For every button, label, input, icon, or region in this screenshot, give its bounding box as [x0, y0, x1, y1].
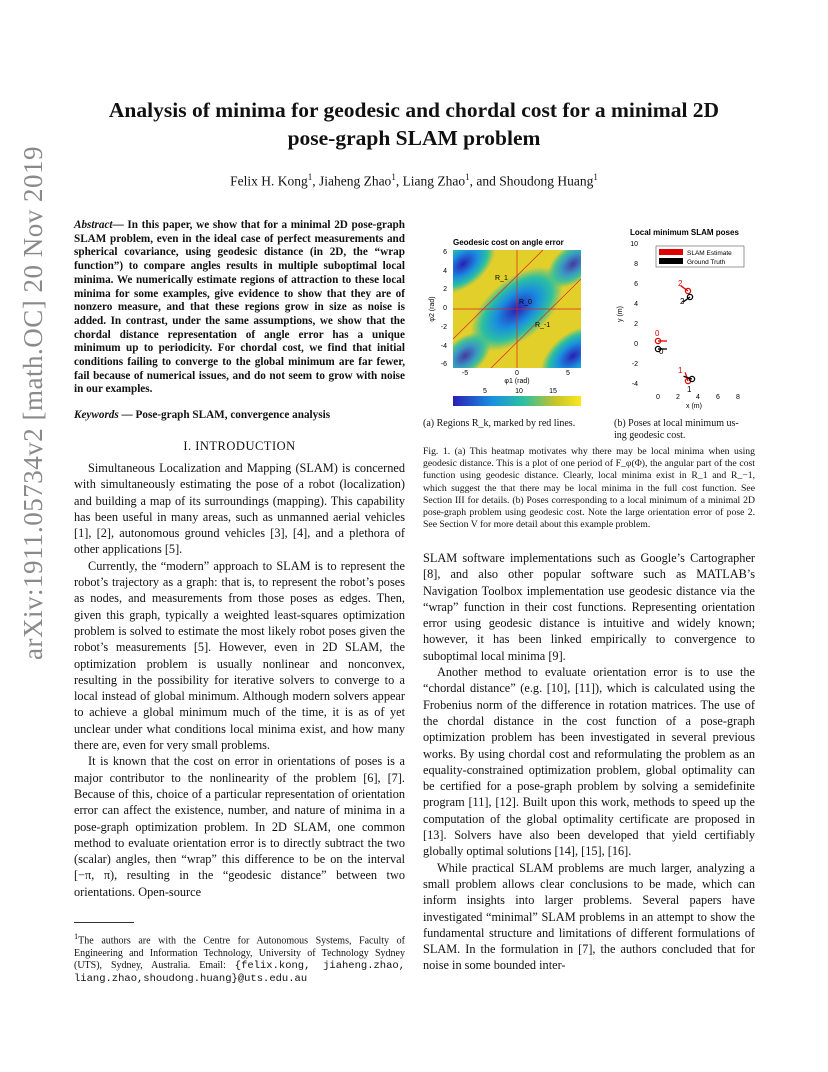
poses-x-ticks: [656, 394, 740, 401]
y-tick-label: -4: [631, 381, 638, 388]
paragraph: Simultaneous Localization and Mapping (SLAM) is concerned with simultaneously estimating the pose of a robot (localization) and building a map of its surroundings (mapping). This capability has been useful in many areas, such as unmanned aerial vehicles [1], [2], autonomous ground vehicles [3], [4], and a plethora of other applications [5].: [74, 461, 405, 557]
paper-title: [80, 96, 748, 152]
y-tick-label: 4: [443, 268, 447, 275]
poses-y-ticks: [630, 241, 638, 388]
poses-title: Local minimum SLAM poses: [630, 228, 739, 237]
legend-swatch-truth: [659, 258, 683, 264]
subcaption-a: (a) Regions R_k, marked by red lines.: [423, 418, 576, 429]
pose-label-estimate: 0: [655, 329, 660, 338]
keywords-text: — Pose-graph SLAM, convergence analysis: [118, 409, 331, 421]
y-tick-label: 2: [443, 286, 447, 293]
pose-label-truth: 0: [659, 347, 664, 356]
y-tick-label: -2: [631, 361, 638, 368]
y-tick-label: 4: [634, 301, 638, 308]
colorbar-tick-label: 15: [549, 388, 557, 395]
legend: [656, 246, 744, 267]
right-column-body: [423, 550, 755, 974]
paragraph: SLAM software implementations such as Google’s Cartographer [8], and also other popular software such as MATLAB’s Navigation Toolbox implementation use geodesic distance via the “wrap” function in their cost functions. Representing orientation error using geodesic distance is intuitive and widely known; however, it has been linked empirically to convergence to suboptimal local minima [9].: [423, 551, 755, 663]
colorbar: [453, 396, 581, 406]
footnote-email: liang.zhao,shoudong.huang}@uts.edu.au: [74, 972, 308, 985]
abstract: [74, 219, 405, 397]
title-line-1: Analysis of minima for geodesic and chordal cost for a minimal 2D: [108, 98, 720, 122]
colorbar-ticks: [483, 388, 557, 395]
arxiv-id: arXiv:1911.05734v2 [math.OC] 20 Nov 2019: [18, 146, 48, 660]
heatmap-title: Geodesic cost on angle error: [453, 238, 564, 247]
legend-swatch-estimate: [659, 249, 683, 255]
y-tick-label: 8: [634, 261, 638, 268]
author-2: Jiaheng Zhao: [318, 173, 392, 189]
x-tick-label: 0: [656, 394, 660, 401]
paragraph: Another method to evaluate orientation error is to use the “chordal distance” (e.g. [10], [11]), which is calculated using the Frobenius norm of the difference in rotation matrices. The use of the chordal distance in the cost function of a pose-graph optimization problem has been investigated in several previous works. By using chordal cost and reformulating the problem as an equality-constrained optimization problem, global optimality can be certified for a pose-graph problem by solving a semidefinite program [11], [12]. Built upon this work, methods to speed up the computation of the global optimality certificate are proposed in [13]. Solvers have also been developed that yield certifiably globally optimal solutions [14], [15], [16].: [423, 665, 755, 859]
author-1: Felix H. Kong: [230, 173, 308, 189]
y-tick-label: 10: [630, 241, 638, 248]
author-list: Felix H. Kong$^1$, Jiaheng Zhao$^1$, Liang Zhao$^1$, and Shoudong Huang$^1$: [230, 172, 598, 189]
x-tick-label: -5: [461, 370, 469, 377]
poses-y-label: y (m): [617, 306, 624, 322]
footnote-email: {felix.kong, jiaheng.zhao,: [234, 960, 406, 973]
title-line-2: pose-graph SLAM problem: [287, 126, 541, 150]
arxiv-sidebar-stamp: [18, 146, 58, 680]
heatmap-x-ticks: [462, 370, 570, 377]
paragraph: Currently, the “modern” approach to SLAM is to represent the robot’s trajectory as a graph: that is, to represent the robot’s poses as nodes, and measurements from those poses as edges. Then, given this graph, typically a weighted least-squares optimization problem is solved to estimate the most likely robot poses given the robot’s measurements [5]. However, even in 2D SLAM, the optimization problem is usually nonlinear and nonconvex, resulting in the possibility for iterative solvers to converge to a local instead of global minimum. Although modern solvers appear to achieve a global minimum much of the time, it is as of yet unclear under what conditions local minima exist, and how many there are, even for very small problems.: [74, 558, 405, 753]
abstract-text: — In this paper, we show that for a minimal 2D pose-graph SLAM problem, even in the ideal case of perfect measurements and spherical covariance, using geodesic distance (in 2D, the “wrap function”) to compare angles results in multiple suboptimal local minima. We numerically estimate regions of attraction to these local minima for some examples, give evidence to show that they are of nonzero measure, and that these regions grow in size as noise is added. In contrast, under the same assumptions, we show that the chordal distance representation of angle error has a unique minimum up to periodicity. For chordal cost, we find that initial conditions failing to converge to the global minimum are far fewer, fail because of numerical issues, and do not seem to grow with noise in our examples.: [74, 219, 405, 396]
figure-caption: Fig. 1. (a) This heatmap motivates why there may be local minima when using geodesic distance. This is a plot of one period of F_φ(Φ), the angular part of the cost function using geodesic distance. Clearly, local minima exist in R_1 and R_−1, which suggest the that there may be local minima in the full cost function. See Section III for details. (b) Poses corresponding to a local minimum of a minimal 2D pose-graph problem using geodesic cost. Note the large orientation error of pose 2. See Section V for more detail about this example problem.: [423, 446, 755, 531]
heatmap-y-label: φ2 (rad): [429, 296, 436, 322]
colorbar-tick-label: 5: [483, 388, 487, 395]
region-label: R_-1: [535, 322, 551, 329]
x-tick-label: 2: [676, 394, 680, 401]
pose-label-estimate: 2: [678, 279, 683, 288]
author-4: Shoudong Huang: [499, 173, 594, 189]
y-tick-label: -6: [440, 361, 447, 368]
y-tick-label: 6: [443, 249, 447, 256]
pose-label-truth: 1: [687, 385, 692, 394]
left-column-body: [74, 460, 405, 900]
pose-label-estimate: 1: [678, 366, 683, 375]
x-tick-label: 6: [716, 394, 720, 401]
pose-label-truth: 2: [680, 297, 685, 306]
y-tick-label: -2: [440, 324, 447, 331]
keywords: [74, 407, 405, 423]
footnote-rule: [74, 922, 134, 923]
footnote-text: The authors are with the Centre for Autonomous Systems, Faculty of Engineering and Information Technology, University of Technology Sydney (UTS), Sydney, Australia. Email:: [74, 935, 405, 972]
figure-poses: [612, 224, 757, 416]
region-label: R_1: [495, 275, 508, 282]
x-tick-label: 0: [515, 370, 519, 377]
heatmap-x-label: φ1 (rad): [504, 378, 530, 385]
y-tick-label: 0: [634, 341, 638, 348]
region-label: R_0: [519, 299, 532, 306]
x-tick-label: 5: [566, 370, 570, 377]
legend-label: SLAM Estimate: [687, 250, 732, 257]
author-3: Liang Zhao: [402, 173, 466, 189]
legend-label: Ground Truth: [687, 259, 726, 266]
y-tick-label: -4: [440, 343, 447, 350]
footnote: $^1$The authors are with the Centre for Autonomous Systems, Faculty of Engineering and Information Technology, University of Technology Sydney (UTS), Sydney, Australia. Email: {felix.kong, jiaheng.zhao, liang.zhao,shoudong.huang}@uts.edu.au: [74, 932, 406, 985]
poses-x-label: x (m): [686, 403, 702, 410]
y-tick-label: 6: [634, 281, 638, 288]
y-tick-label: 0: [443, 305, 447, 312]
heatmap-y-ticks: [441, 249, 447, 368]
subcaption-b: (b) Poses at local minimum us- ing geodesic cost.: [614, 418, 739, 441]
y-tick-label: 2: [634, 321, 638, 328]
section-heading-introduction: I. INTRODUCTION: [183, 439, 296, 453]
pose-marks: [655, 286, 694, 384]
keywords-label: Keywords: [74, 409, 119, 421]
x-tick-label: 8: [736, 394, 740, 401]
figure-heatmap: [423, 224, 598, 416]
colorbar-tick-label: 10: [515, 388, 523, 395]
heatmap-field: [423, 224, 598, 397]
paragraph: While practical SLAM problems are much larger, analyzing a small problem allows clear conclusions to be made, which can inform insights into larger problems. Several papers have investigated “minimal” SLAM problems in an attempt to show the fundamental structure and limitations of different formulations of SLAM. In the formulation in [7], the authors concluded that for noise in some bounded inter-: [423, 860, 755, 973]
abstract-label: Abstract: [74, 219, 113, 231]
paragraph: It is known that the cost on error in orientations of poses is a major contributor to the nonlinearity of the problem [6], [7]. Because of this, choice of a particular representation of orientation error can affect the existence, number, and nature of minima in a pose-graph optimization problem. In 2D SLAM, one common method to evaluate orientation error is to directly subtract the two (scalar) angles, then “wrap” this difference to be on the interval [−π, π), resulting in the “geodesic distance” between two orientations. Open-source: [74, 754, 405, 899]
x-tick-label: 4: [696, 394, 700, 401]
